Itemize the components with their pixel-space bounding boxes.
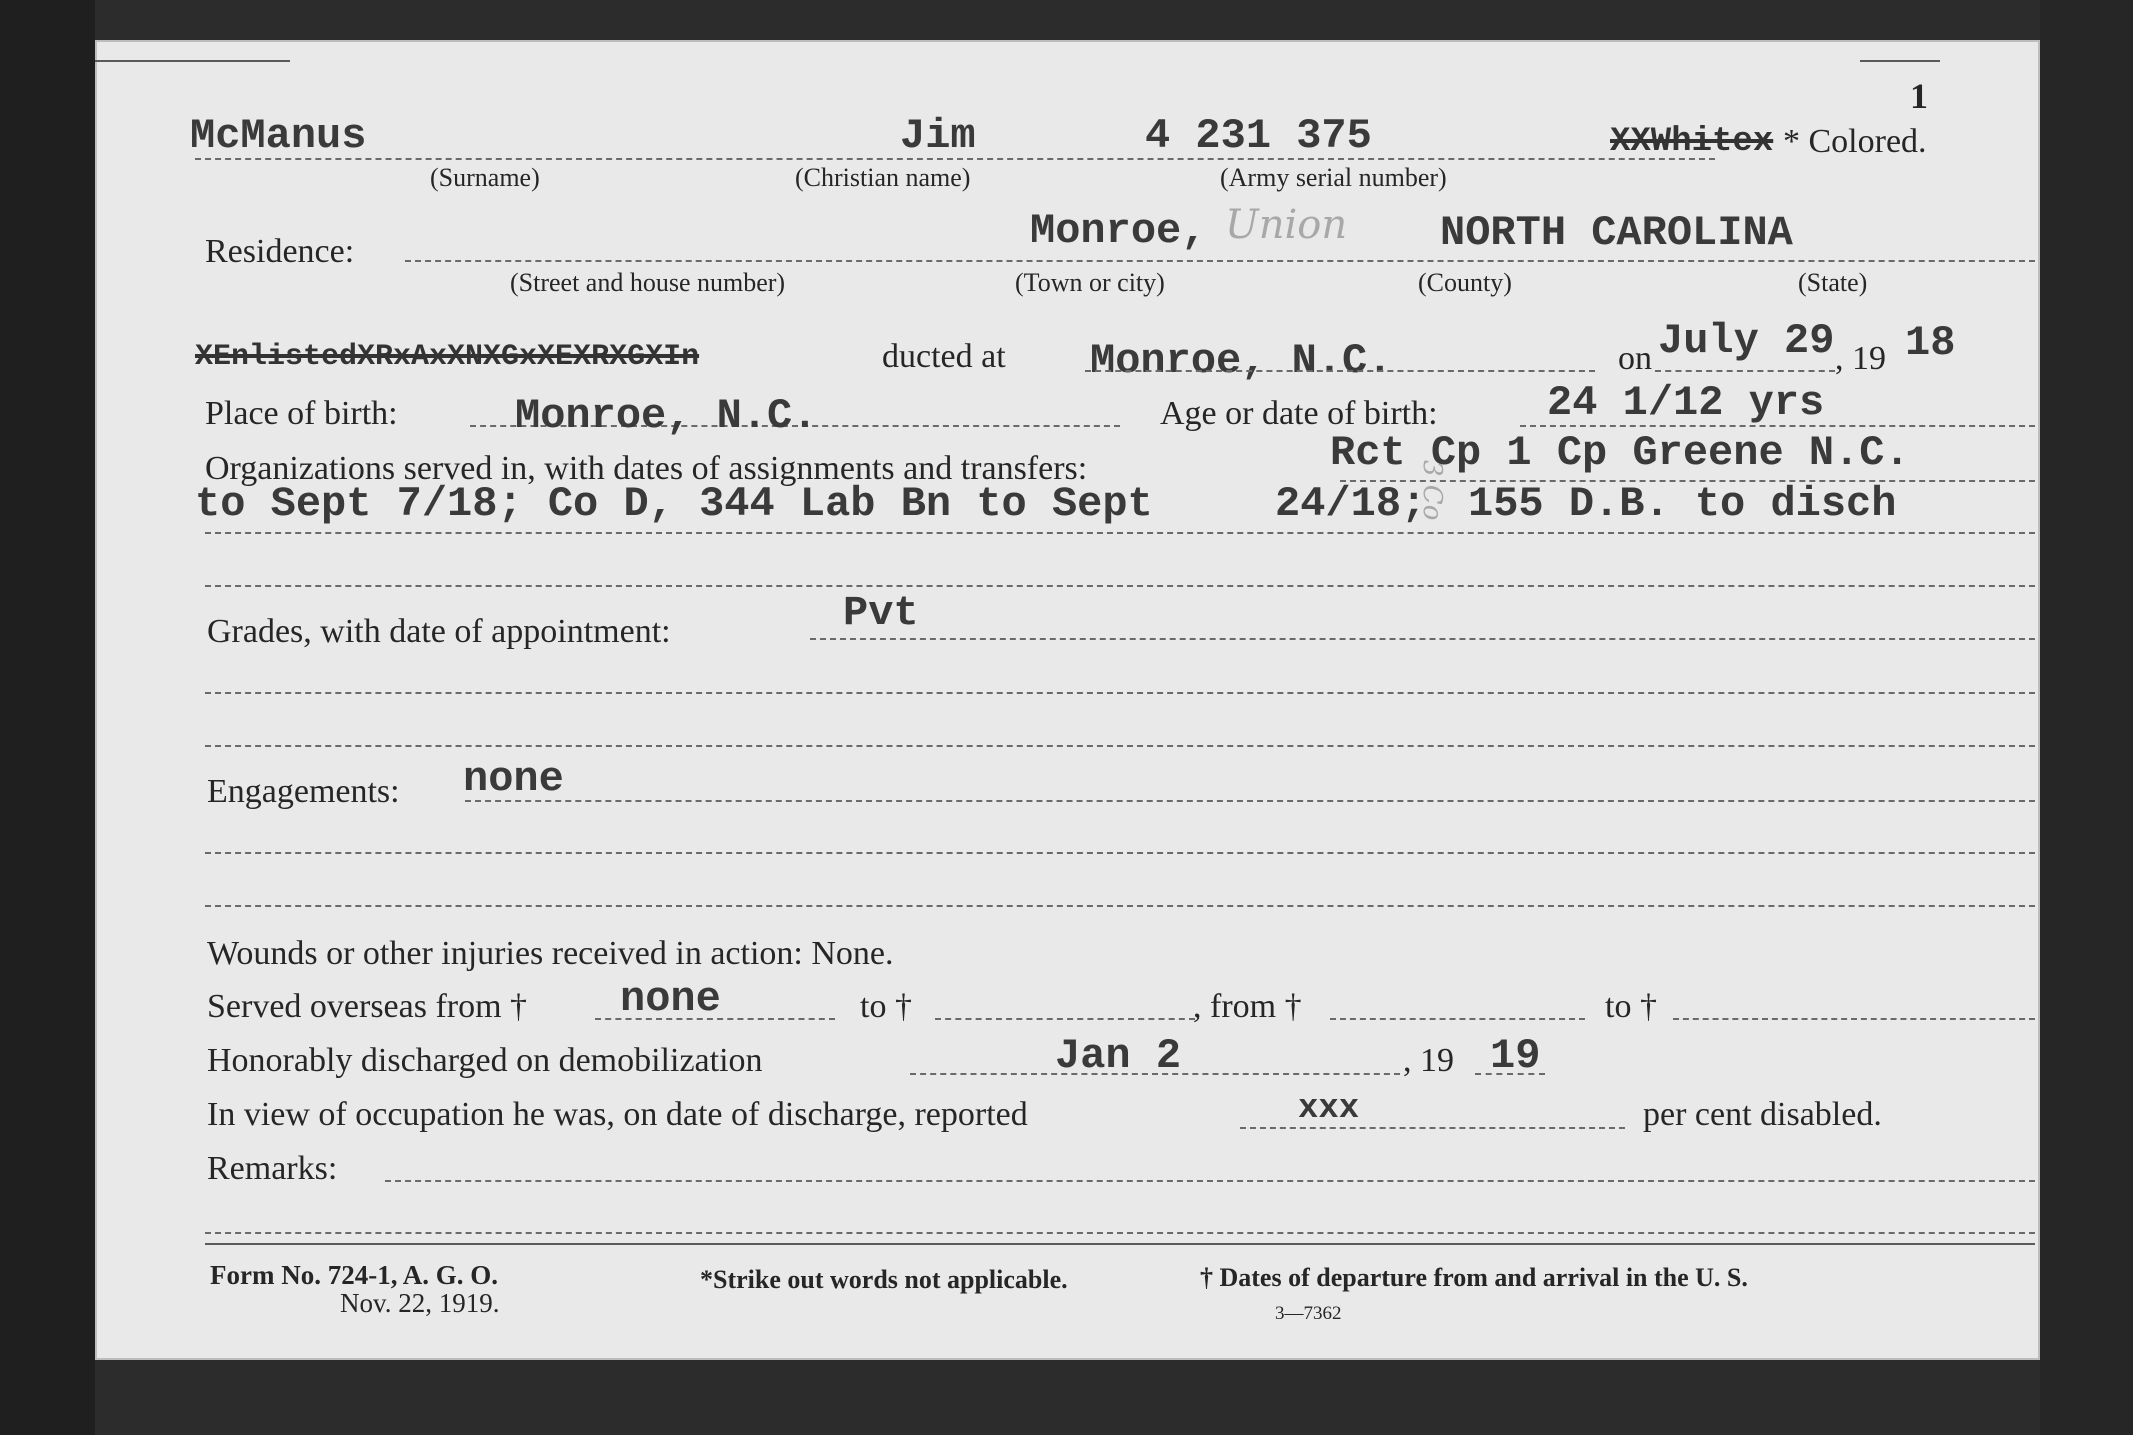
organizations-line1: Rct Cp 1 Cp Greene N.C. — [1330, 429, 1910, 477]
overseas-label: Served overseas from † — [207, 988, 528, 1025]
age-value: 24 1/12 yrs — [1547, 379, 1825, 427]
disability-label: In view of occupation he was, on date of discharge, reported — [207, 1096, 1028, 1133]
dates-note: † Dates of departure from and arrival in the U. S. — [1200, 1263, 1748, 1292]
street-caption: (Street and house number) — [510, 268, 786, 297]
discharge-year: 19 — [1490, 1032, 1541, 1080]
state-caption: (State) — [1798, 268, 1868, 297]
overseas-to2-line — [1673, 1018, 2035, 1020]
overseas-to-line — [935, 1018, 1195, 1020]
inducted-year: 18 — [1905, 319, 1956, 367]
organizations-label: Organizations served in, with dates of assignments and transfers: — [205, 450, 1088, 487]
film-border-right — [2040, 0, 2133, 1435]
name-line — [195, 158, 1715, 160]
top-rule-left — [95, 60, 290, 62]
disability-value: xxx — [1298, 1090, 1360, 1128]
discharge-year-prefix: , 19 — [1403, 1042, 1454, 1079]
surname-value: McManus — [190, 112, 367, 160]
engagements-label: Engagements: — [207, 773, 400, 810]
organizations-line2-b: 24/18; — [1275, 480, 1427, 528]
organizations-handwritten-note: 3 Co — [1417, 460, 1447, 521]
disability-suffix: per cent disabled. — [1643, 1096, 1882, 1133]
residence-state: NORTH CAROLINA — [1440, 209, 1793, 257]
grades-line — [810, 638, 2035, 640]
engagements-line3 — [205, 905, 2035, 907]
engagements-line2 — [205, 852, 2035, 854]
inducted-year-prefix: , 19 — [1835, 340, 1886, 377]
wounds-text: Wounds or other injuries received in action: None. — [207, 935, 894, 972]
footer-rule — [205, 1243, 2035, 1245]
residence-county-handwritten: Union — [1225, 202, 1348, 248]
inducted-place-line — [1085, 370, 1595, 372]
christian-name-value: Jim — [900, 112, 976, 160]
print-code: 3—7362 — [1275, 1303, 1342, 1324]
surname-caption: (Surname) — [430, 163, 540, 192]
organizations-line2-a: to Sept 7/18; Co D, 344 Lab Bn to Sept — [195, 480, 1153, 528]
form-number: Form No. 724-1, A. G. O. — [210, 1260, 498, 1290]
remarks-label: Remarks: — [207, 1150, 338, 1187]
overseas-to-label: to † — [860, 988, 912, 1025]
service-record-card — [95, 40, 2040, 1360]
form-date: Nov. 22, 1919. — [340, 1288, 500, 1318]
inducted-on-label: on — [1618, 340, 1652, 377]
organizations-line2-rule — [205, 532, 2035, 534]
organizations-line2-c: 155 D.B. to disch — [1468, 480, 1897, 528]
organizations-line3-rule — [205, 585, 2035, 587]
town-caption: (Town or city) — [1015, 268, 1165, 297]
race-colored: * Colored. — [1783, 123, 1927, 160]
remarks-line2 — [205, 1232, 2035, 1234]
residence-line — [405, 260, 2035, 262]
grades-line3 — [205, 745, 2035, 747]
top-rule-right — [1860, 60, 1940, 62]
christian-name-caption: (Christian name) — [795, 163, 971, 192]
grades-line2 — [205, 692, 2035, 694]
enlistment-struck: XEnlistedXRxAxXNXGxXEXRXGXIn — [195, 340, 700, 374]
residence-town: Monroe, — [1030, 207, 1207, 255]
overseas-from2-line — [1330, 1018, 1585, 1020]
card-number: 1 — [1910, 76, 1928, 116]
film-border-left — [0, 0, 95, 1435]
serial-number-value: 4 231 375 — [1145, 112, 1372, 160]
discharge-date: Jan 2 — [1055, 1032, 1182, 1080]
birth-place-label: Place of birth: — [205, 395, 398, 432]
county-caption: (County) — [1418, 268, 1512, 297]
overseas-to2-label: to † — [1605, 988, 1657, 1025]
inducted-date-line — [1655, 370, 1835, 372]
overseas-from2-label: , from † — [1193, 988, 1302, 1025]
residence-label: Residence: — [205, 233, 355, 270]
grades-value: Pvt — [843, 589, 919, 637]
engagements-value: none — [463, 755, 564, 803]
overseas-from-value: none — [620, 975, 721, 1023]
birth-place-value: Monroe, N.C. — [515, 392, 818, 440]
inducted-label: ducted at — [882, 338, 1006, 375]
serial-caption: (Army serial number) — [1220, 163, 1447, 192]
remarks-line — [385, 1180, 2035, 1182]
engagements-line — [465, 800, 2035, 802]
strike-note: *Strike out words not applicable. — [700, 1265, 1068, 1294]
grades-label: Grades, with date of appointment: — [207, 613, 671, 650]
inducted-place: Monroe, N.C. — [1090, 337, 1393, 385]
age-label: Age or date of birth: — [1160, 395, 1438, 432]
inducted-date: July 29 — [1658, 317, 1835, 365]
discharge-label: Honorably discharged on demobilization — [207, 1042, 763, 1079]
race-struck: XXWhitex — [1610, 123, 1774, 161]
